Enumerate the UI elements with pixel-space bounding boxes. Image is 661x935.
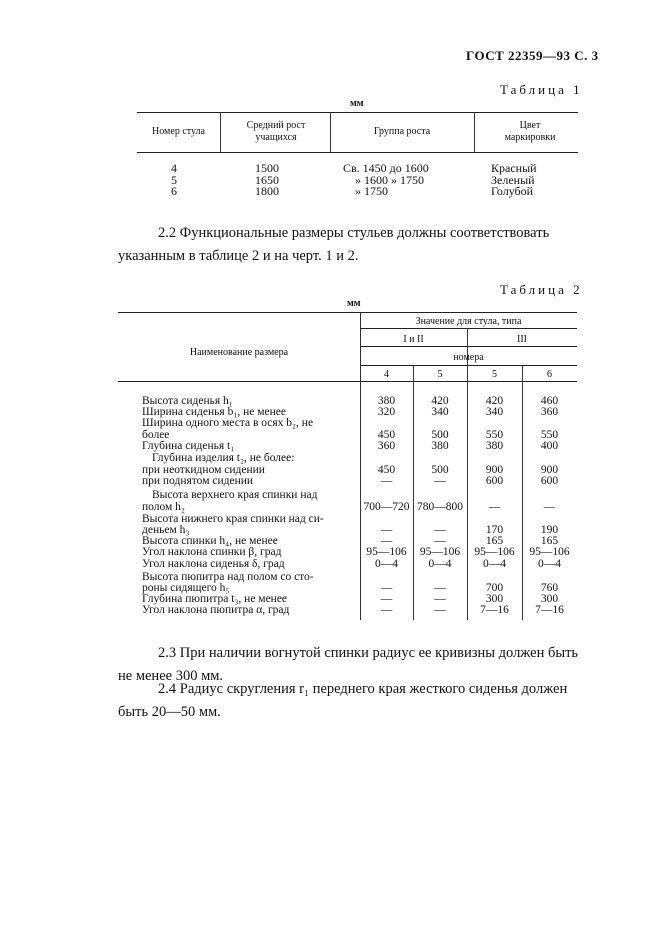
table-row: Угол наклона пюпитра α, град — — 7—16 7—16 bbox=[142, 604, 564, 616]
table2-unit: мм bbox=[347, 298, 361, 309]
table1-body bbox=[137, 163, 578, 198]
table1-col-group: Группа роста bbox=[373, 126, 431, 137]
doc-reference: ГОСТ 22359—93 С. 3 bbox=[466, 48, 599, 63]
table-row: более 450 500 550 550 bbox=[142, 429, 559, 441]
table-row: при поднятом сидении — — 600 600 bbox=[142, 475, 559, 487]
paragraph-2-4: 2.4 Радиус скругления r₁ переднего края жесткого сиденья должен быть 20—50 мм. bbox=[118, 681, 568, 720]
table2-num-5: 5 bbox=[437, 369, 443, 380]
table2-col-type-3: III bbox=[517, 334, 527, 345]
table-row: Высота сиденья h₁ 380 420 420 460 bbox=[142, 395, 559, 407]
table-row: Глубина сиденья t₁ 360 380 380 400 bbox=[142, 440, 559, 452]
table-row: деньем h₃ — — 170 190 bbox=[142, 524, 559, 536]
table-row: полом h₂ 700—720 780—800 — — bbox=[142, 501, 556, 513]
table-row: Глубина изделия t₂, не более: bbox=[152, 452, 295, 464]
table-row: Ширина сиденья b₁, не менее 320 340 340 360 bbox=[142, 406, 559, 418]
table-row: Высота пюпитра над полом со сто- bbox=[142, 571, 314, 583]
table-row: Высота спинки h₄, не менее — — 165 165 bbox=[142, 535, 559, 547]
paragraph-2-2: 2.2 Функциональные размеры стульев должны соответствовать указанным в таблице 2 и на черт. 1 и 2. bbox=[118, 225, 550, 264]
table-row: Угол наклона сиденья δ, град 0—4 0—4 0—4 0—4 bbox=[142, 558, 561, 570]
table-row: 4 1500 Св. 1450 до 1600 Красный bbox=[171, 161, 537, 175]
table-row: Высота верхнего края спинки над bbox=[152, 489, 318, 501]
table1-col-height: Средний рост учащихся bbox=[246, 120, 306, 143]
table1-caption: Таблица 1 bbox=[500, 82, 583, 97]
table-row: Угол наклона спинки β, град 95—106 95—106 95—106 95—106 bbox=[142, 546, 570, 558]
paragraph-2-3: 2.3 При наличии вогнутой спинки радиус ее кривизны должен быть не менее 300 мм. bbox=[118, 645, 579, 684]
table1-col-color: Цвет маркировки bbox=[504, 120, 556, 143]
table1-unit: мм bbox=[350, 98, 364, 109]
table2-num-6: 6 bbox=[547, 369, 552, 380]
table-row: 6 1800 » 1750 Голубой bbox=[171, 184, 534, 198]
table2-num-4: 4 bbox=[384, 369, 389, 380]
table2-caption: Таблица 2 bbox=[500, 282, 583, 297]
table-row: Высота нижнего края спинки над си- bbox=[142, 513, 324, 525]
table-row: при неоткидном сидении 450 500 900 900 bbox=[142, 464, 559, 476]
table2-col-type-1-2: I и II bbox=[403, 334, 424, 345]
table2-col-name: Наименование размера bbox=[189, 347, 289, 358]
table2-col-numbers: номера bbox=[453, 352, 484, 363]
table2-col-values: Значение для стула, типа bbox=[415, 316, 522, 327]
table-row: Глубина пюпитра t₃, не менее — — 300 300 bbox=[142, 593, 559, 605]
table-row: Ширина одного места в осях b₂, не bbox=[142, 417, 314, 429]
table-row: роны сидящего h₅ — — 700 760 bbox=[142, 582, 559, 594]
table2-num-5b: 5 bbox=[492, 369, 497, 380]
table-row: 5 1650 » 1600 » 1750 Зеленый bbox=[171, 172, 535, 187]
table1-col-number: Номер стула bbox=[152, 126, 205, 137]
